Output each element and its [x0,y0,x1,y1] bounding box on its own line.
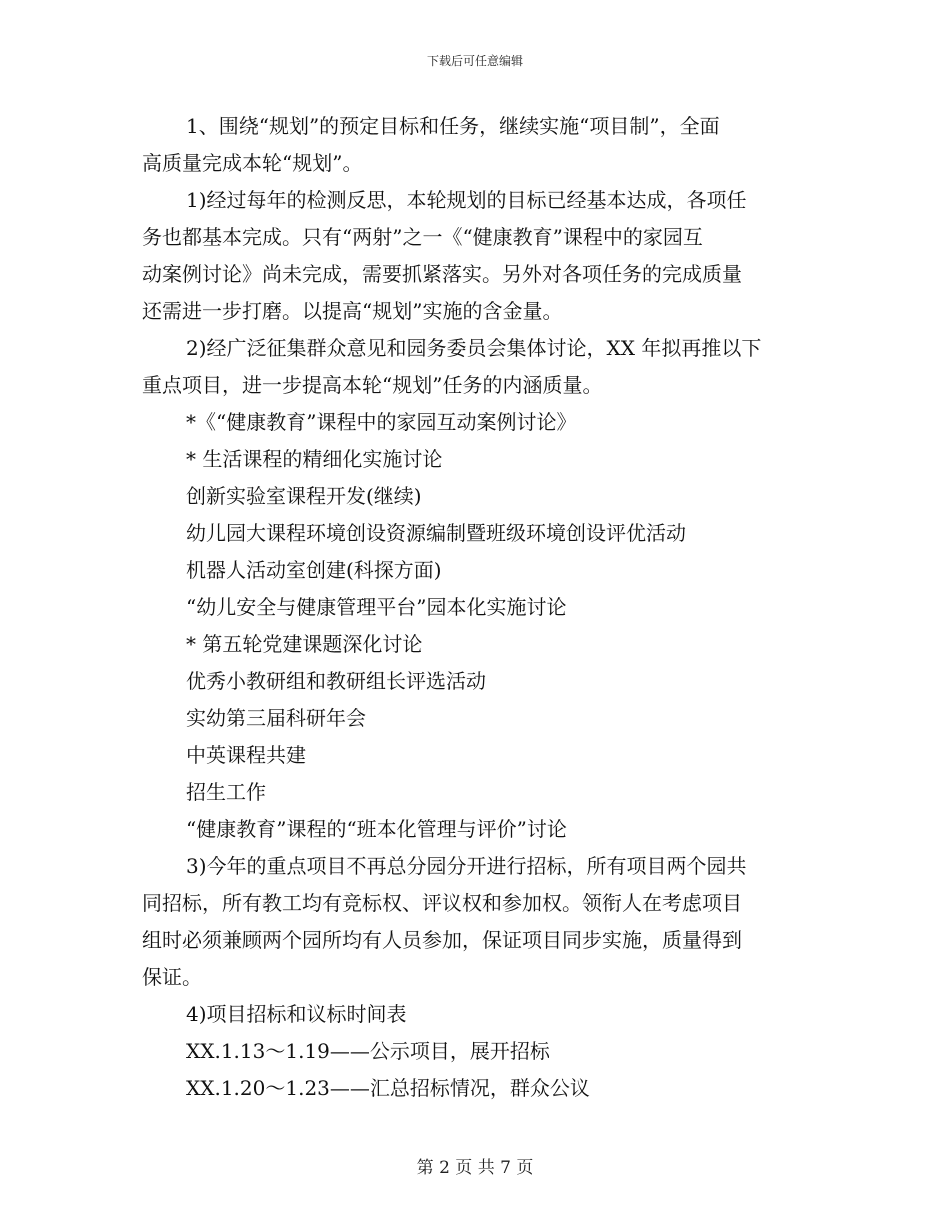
paragraph-line: 保证。 [142,965,202,989]
page-header: 下载后可任意编辑 [426,54,523,68]
page-footer: 第 2 页 共 7 页 [416,1158,534,1178]
list-item: 幼儿园大课程环境创设资源编制暨班级环境创设评优活动 [186,521,686,545]
paragraph-line: 3)今年的重点项目不再总分园分开进行招标，所有项目两个园共 [186,854,747,878]
list-item: *《“健康教育”课程中的家园互动案例讨论》 [186,410,577,434]
paragraph-line: 重点项目，进一步提高本轮“规划”任务的内涵质量。 [142,373,603,397]
document-body [142,108,822,1107]
list-item: 创新实验室课程开发(继续) [186,484,422,508]
list-item: 中英课程共建 [186,743,306,767]
paragraph-line: 2)经广泛征集群众意见和园务委员会集体讨论，XX 年拟再推以下 [186,336,762,360]
schedule-item: XX.1.20～1.23——汇总招标情况，群众公议 [186,1076,590,1100]
paragraph-line: 4)项目招标和议标时间表 [186,1002,407,1026]
paragraph-line: 还需进一步打磨。以提高“规划”实施的含金量。 [142,299,563,323]
list-item: “健康教育”课程的“班本化管理与评价”讨论 [186,817,567,841]
list-item: * 第五轮党建课题深化讨论 [186,632,423,656]
paragraph-line: 高质量完成本轮“规划”。 [142,151,363,175]
list-item: 优秀小教研组和教研组长评选活动 [186,669,486,693]
paragraph-line: 1、围绕“规划”的预定目标和任务，继续实施“项目制”，全面 [186,114,720,138]
paragraph-line: 1)经过每年的检测反思，本轮规划的目标已经基本达成，各项任 [186,188,747,212]
paragraph-line: 务也都基本完成。只有“两射”之一《“健康教育”课程中的家园互 [142,225,703,249]
paragraph-line: 动案例讨论》尚未完成，需要抓紧落实。另外对各项任务的完成质量 [142,262,742,286]
paragraph-line: 组时必须兼顾两个园所均有人员参加，保证项目同步实施，质量得到 [142,928,742,952]
list-item: 机器人活动室创建(科探方面) [186,558,442,582]
paragraph-line: 同招标，所有教工均有竞标权、评议权和参加权。领衔人在考虑项目 [142,891,742,915]
list-item: “幼儿安全与健康管理平台”园本化实施讨论 [186,595,567,619]
list-item: 实幼第三届科研年会 [186,706,366,730]
list-item: 招生工作 [186,780,266,804]
list-item: * 生活课程的精细化实施讨论 [186,447,443,471]
schedule-item: XX.1.13～1.19——公示项目，展开招标 [186,1039,550,1063]
